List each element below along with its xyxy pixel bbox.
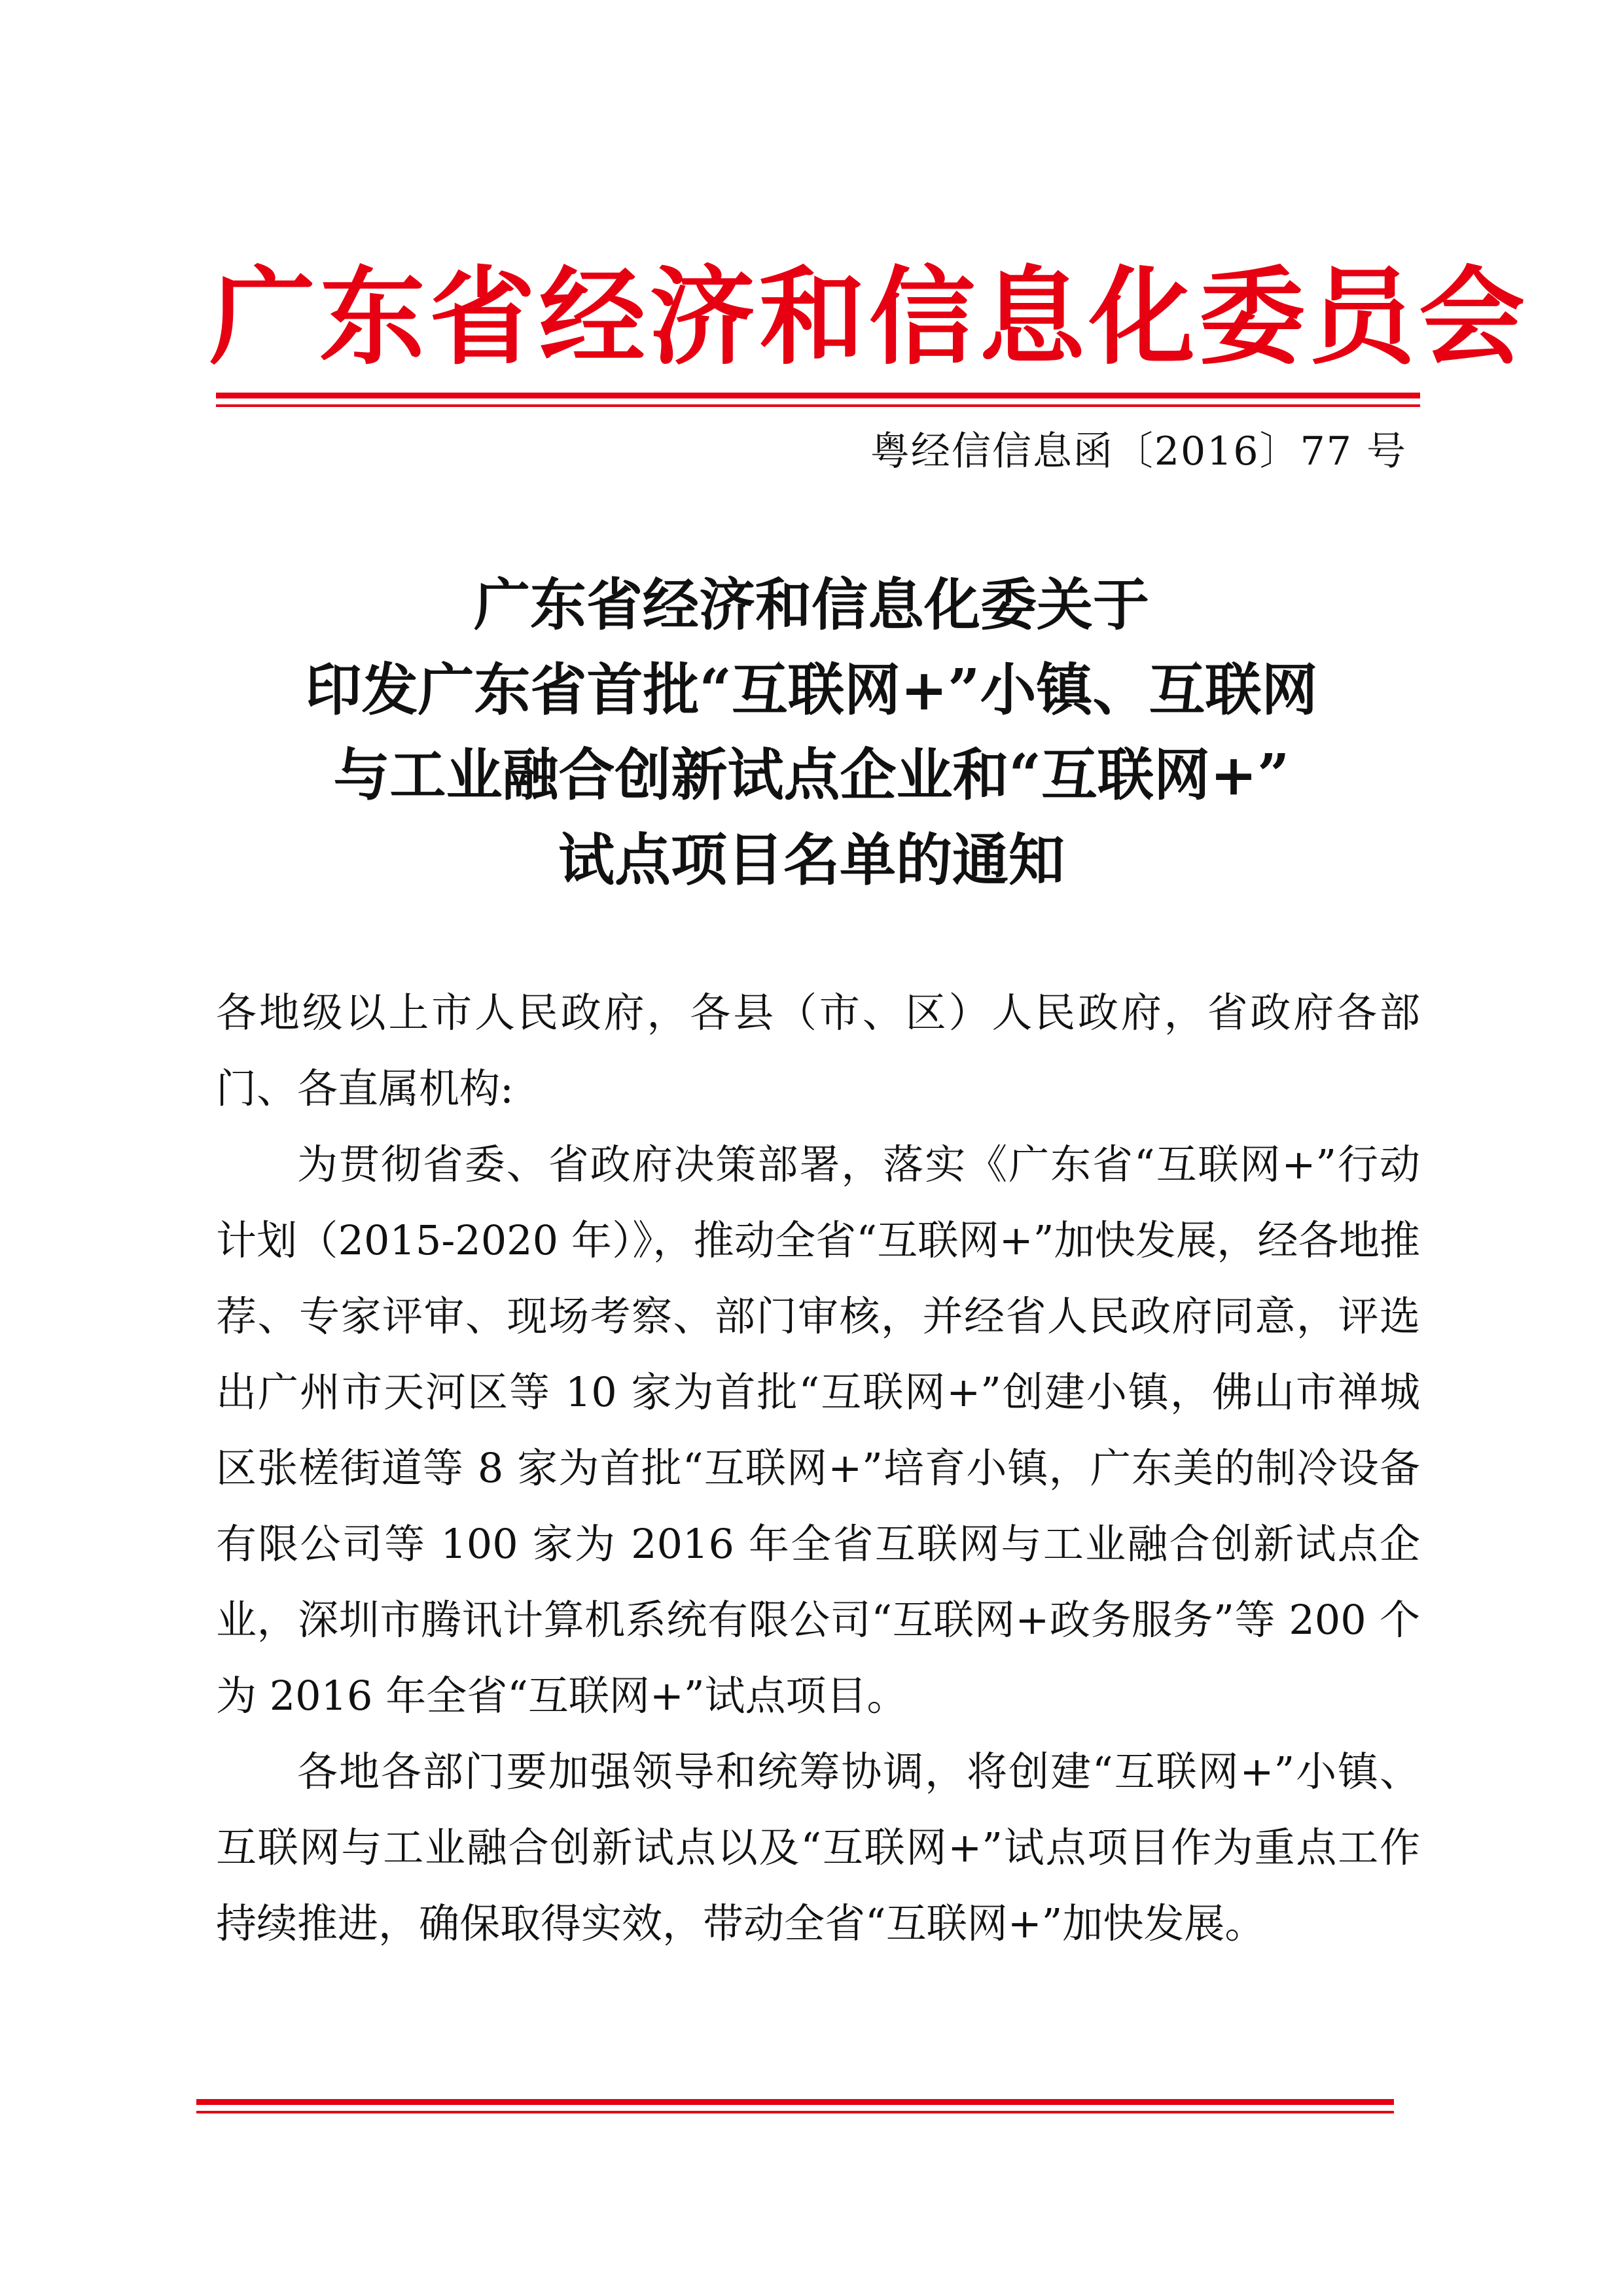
notice-title-line: 广东省经济和信息化委关于 [474, 572, 1149, 638]
addressee: 各地级以上市人民政府，各县（市、区）人民政府，省政府各部门、各直属机构: [216, 989, 1420, 1112]
notice-title-line: 试点项目名单的通知 [558, 827, 1065, 893]
organization-header: 广东省经济和信息化委员会 [209, 255, 1529, 380]
notice-title [196, 563, 1427, 903]
header-rule-thick [216, 393, 1420, 398]
notice-title-line: 与工业融合创新试点企业和“互联网+” [333, 742, 1290, 808]
footer-rule-thick [196, 2099, 1394, 2105]
notice-title-line: 印发广东省首批“互联网+”小镇、互联网 [305, 657, 1318, 723]
notice-body [216, 975, 1420, 1962]
document-number: 粤经信信息函〔2016〕77 号 [870, 429, 1407, 474]
header-rule-thin [216, 404, 1420, 407]
body-paragraph: 为贯彻省委、省政府决策部署，落实《广东省“互联网+”行动计划（2015-2020 年）》，推动全省“互联网+”加快发展，经各地推荐、专家评审、现场考察、部门审核，并经省人民政府同意，评选出广州市天河区等 10 家为首批“互联网+”创建小镇，佛山市禅城区张槎街道等 8 家为首批“互联网+”培育小镇，广东美的制冷设备有限公司等 100 家为 2016 年全省互联网与工业融合创新试点企业，深圳市腾讯计算机系统有限公司“互联网+政务服务”等 200 个为 2016 年全省“互联网+”试点项目。 [216, 1140, 1420, 1720]
body-paragraph: 各地各部门要加强领导和统筹协调，将创建“互联网+”小镇、互联网与工业融合创新试点以及“互联网+”试点项目作为重点工作持续推进，确保取得实效，带动全省“互联网+”加快发展。 [216, 1748, 1420, 1947]
footer-rule-thin [196, 2111, 1394, 2113]
